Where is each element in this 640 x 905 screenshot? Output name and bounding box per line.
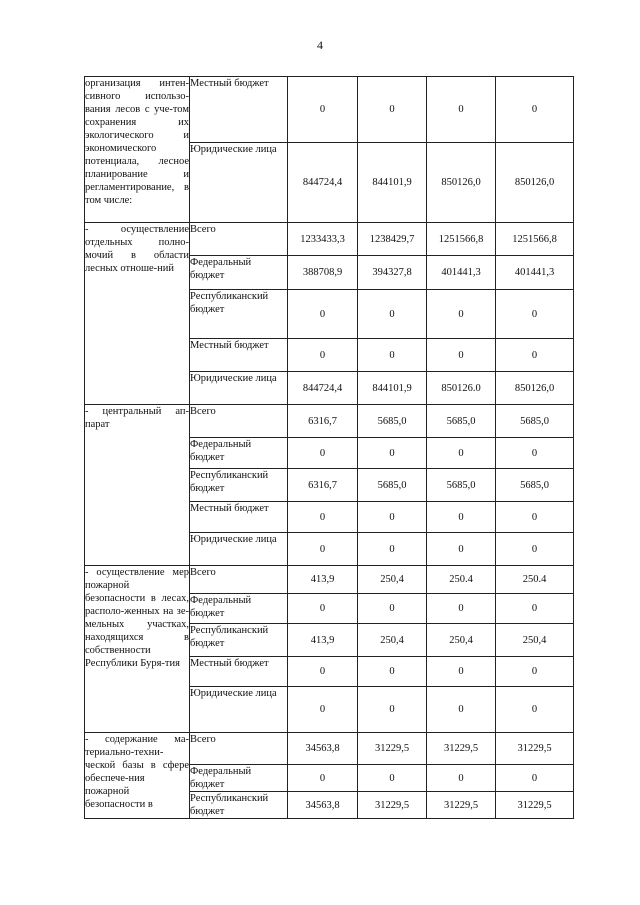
row-group-description: - осуществление отдельных полно-мочий в области лесных отноше-ний (85, 223, 190, 405)
amount-cell: 0 (496, 765, 574, 792)
table-row (85, 77, 574, 143)
amount-cell: 250.4 (427, 566, 496, 594)
amount-cell: 34563,8 (288, 792, 358, 819)
amount-cell: 0 (288, 290, 358, 339)
amount-cell: 0 (288, 687, 358, 733)
amount-cell: 0 (496, 339, 574, 372)
amount-cell: 850126.0 (427, 372, 496, 405)
amount-cell: 850126,0 (427, 143, 496, 223)
funding-source: Всего (190, 566, 288, 594)
amount-cell: 0 (427, 594, 496, 624)
amount-cell: 0 (288, 657, 358, 687)
funding-source: Всего (190, 733, 288, 765)
amount-cell: 5685,0 (358, 469, 427, 502)
amount-cell: 0 (288, 533, 358, 566)
amount-cell: 5685,0 (358, 405, 427, 438)
funding-source: Федеральный бюджет (190, 594, 288, 624)
amount-cell: 0 (427, 502, 496, 533)
row-group-description: - содержание ма-териально-техни-ческой базы в сфере обеспече-ния пожарной безопасности в (85, 733, 190, 819)
amount-cell: 844101,9 (358, 372, 427, 405)
funding-source: Федеральный бюджет (190, 438, 288, 469)
amount-cell: 388708,9 (288, 256, 358, 290)
amount-cell: 0 (427, 533, 496, 566)
amount-cell: 850126,0 (496, 143, 574, 223)
funding-source: Республиканский бюджет (190, 290, 288, 339)
amount-cell: 250,4 (427, 624, 496, 657)
amount-cell: 5685,0 (496, 469, 574, 502)
funding-source: Республиканский бюджет (190, 624, 288, 657)
amount-cell: 5685,0 (427, 469, 496, 502)
amount-cell: 401441,3 (496, 256, 574, 290)
amount-cell: 31229,5 (358, 733, 427, 765)
amount-cell: 0 (288, 339, 358, 372)
amount-cell: 0 (496, 533, 574, 566)
table-row (85, 733, 574, 765)
amount-cell: 1251566,8 (496, 223, 574, 256)
amount-cell: 0 (496, 594, 574, 624)
amount-cell: 0 (496, 77, 574, 143)
amount-cell: 0 (427, 657, 496, 687)
amount-cell: 413,9 (288, 566, 358, 594)
budget-table-body (85, 77, 574, 819)
amount-cell: 0 (427, 290, 496, 339)
row-group-description: - центральный ап-парат (85, 405, 190, 566)
amount-cell: 31229,5 (496, 792, 574, 819)
funding-source: Всего (190, 405, 288, 438)
amount-cell: 850126,0 (496, 372, 574, 405)
amount-cell: 0 (358, 502, 427, 533)
amount-cell: 0 (358, 290, 427, 339)
amount-cell: 0 (358, 339, 427, 372)
row-group-description: - осуществление мер пожарной безопасности в лесах, располо-женных на зе-мельных участках, находящихся в собственности Республики Буря-тия (85, 566, 190, 733)
amount-cell: 0 (358, 533, 427, 566)
amount-cell: 0 (427, 438, 496, 469)
amount-cell: 250,4 (358, 624, 427, 657)
funding-source: Местный бюджет (190, 502, 288, 533)
funding-source: Местный бюджет (190, 77, 288, 143)
table-row (85, 566, 574, 594)
amount-cell: 1251566,8 (427, 223, 496, 256)
amount-cell: 250,4 (358, 566, 427, 594)
amount-cell: 0 (496, 438, 574, 469)
funding-source: Юридические лица (190, 143, 288, 223)
amount-cell: 0 (358, 77, 427, 143)
amount-cell: 0 (496, 687, 574, 733)
amount-cell: 0 (358, 594, 427, 624)
amount-cell: 5685,0 (496, 405, 574, 438)
amount-cell: 0 (288, 765, 358, 792)
amount-cell: 34563,8 (288, 733, 358, 765)
amount-cell: 0 (288, 502, 358, 533)
amount-cell: 394327,8 (358, 256, 427, 290)
amount-cell: 250,4 (496, 624, 574, 657)
amount-cell: 844724,4 (288, 143, 358, 223)
page-number: 4 (317, 38, 323, 52)
amount-cell: 844724,4 (288, 372, 358, 405)
amount-cell: 0 (427, 765, 496, 792)
row-group-description: организация интен-сивного использо-вания лесов с уче-том сохранения их экологического и экономического потенциала, лесное планирование и регламентирование, в том числе: (85, 77, 190, 223)
amount-cell: 31229,5 (496, 733, 574, 765)
amount-cell: 0 (358, 687, 427, 733)
funding-source: Местный бюджет (190, 339, 288, 372)
amount-cell: 413,9 (288, 624, 358, 657)
amount-cell: 250.4 (496, 566, 574, 594)
funding-source: Юридические лица (190, 372, 288, 405)
table-row (85, 223, 574, 256)
amount-cell: 1238429,7 (358, 223, 427, 256)
amount-cell: 31229,5 (427, 733, 496, 765)
amount-cell: 0 (358, 438, 427, 469)
amount-cell: 0 (427, 687, 496, 733)
amount-cell: 844101,9 (358, 143, 427, 223)
amount-cell: 1233433,3 (288, 223, 358, 256)
amount-cell: 0 (288, 77, 358, 143)
funding-source: Федеральный бюджет (190, 256, 288, 290)
amount-cell: 0 (496, 290, 574, 339)
amount-cell: 0 (496, 502, 574, 533)
funding-source: Федеральный бюджет (190, 765, 288, 792)
table-row (85, 405, 574, 438)
amount-cell: 31229,5 (427, 792, 496, 819)
budget-table (84, 76, 574, 819)
amount-cell: 6316,7 (288, 469, 358, 502)
amount-cell: 0 (288, 438, 358, 469)
amount-cell: 0 (496, 657, 574, 687)
amount-cell: 0 (358, 657, 427, 687)
amount-cell: 0 (358, 765, 427, 792)
amount-cell: 401441,3 (427, 256, 496, 290)
funding-source: Юридические лица (190, 687, 288, 733)
amount-cell: 0 (288, 594, 358, 624)
amount-cell: 31229,5 (358, 792, 427, 819)
funding-source: Местный бюджет (190, 657, 288, 687)
amount-cell: 0 (427, 77, 496, 143)
funding-source: Всего (190, 223, 288, 256)
funding-source: Республиканский бюджет (190, 469, 288, 502)
funding-source: Республиканский бюджет (190, 792, 288, 819)
amount-cell: 0 (427, 339, 496, 372)
amount-cell: 6316,7 (288, 405, 358, 438)
amount-cell: 5685,0 (427, 405, 496, 438)
funding-source: Юридические лица (190, 533, 288, 566)
